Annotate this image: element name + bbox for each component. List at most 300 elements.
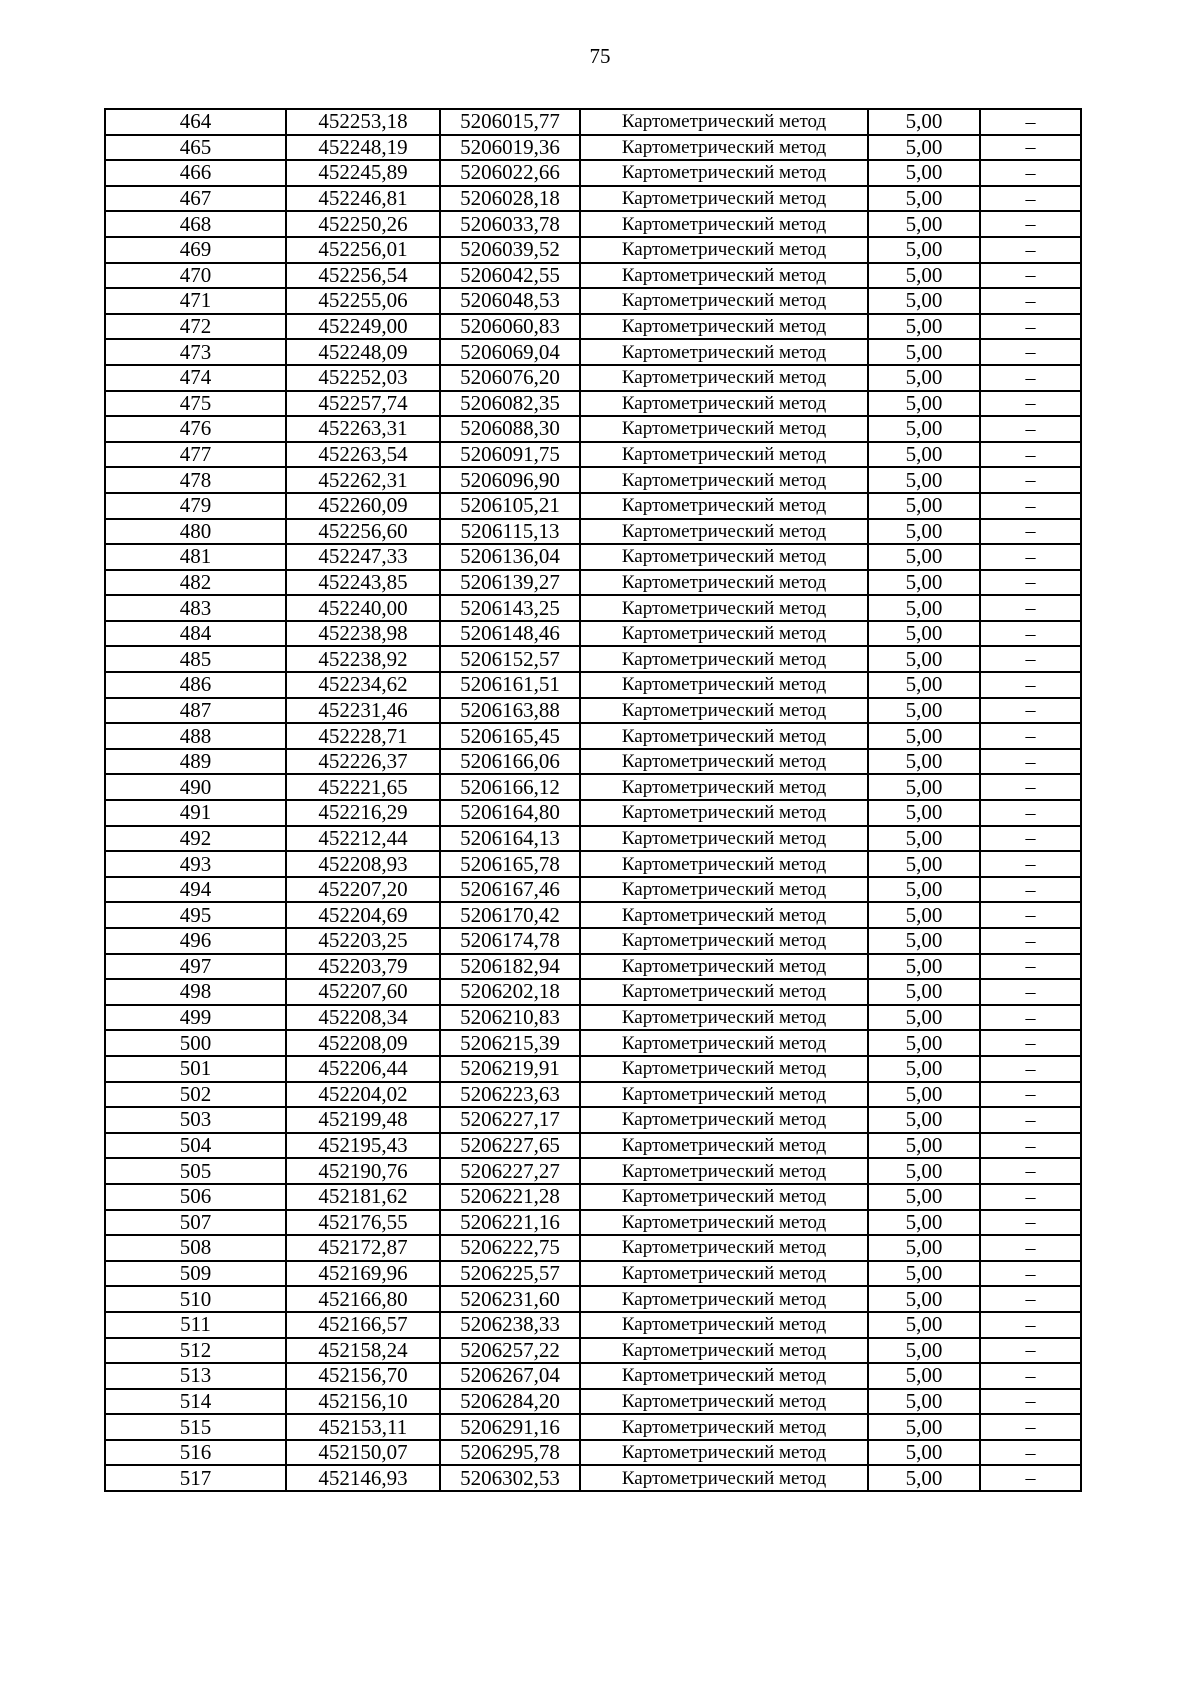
coordinates-table-body	[105, 109, 1081, 1491]
description-cell: –	[980, 1158, 1081, 1184]
table-row	[105, 800, 1081, 826]
point-number-cell: 485	[105, 646, 286, 672]
point-number-cell: 495	[105, 902, 286, 928]
accuracy-cell: 5,00	[868, 1363, 980, 1389]
x-coordinate-cell: 452228,71	[286, 723, 440, 749]
description-cell: –	[980, 774, 1081, 800]
description-cell: –	[980, 1338, 1081, 1364]
description-cell: –	[980, 1030, 1081, 1056]
y-coordinate-cell: 5206148,46	[440, 621, 580, 647]
accuracy-cell: 5,00	[868, 211, 980, 237]
accuracy-cell: 5,00	[868, 467, 980, 493]
y-coordinate-cell: 5206060,83	[440, 314, 580, 340]
point-number-cell: 504	[105, 1133, 286, 1159]
method-cell: Картометрический метод	[580, 1082, 868, 1108]
y-coordinate-cell: 5206076,20	[440, 365, 580, 391]
point-number-cell: 493	[105, 851, 286, 877]
x-coordinate-cell: 452260,09	[286, 493, 440, 519]
y-coordinate-cell: 5206022,66	[440, 160, 580, 186]
y-coordinate-cell: 5206238,33	[440, 1312, 580, 1338]
description-cell: –	[980, 1056, 1081, 1082]
y-coordinate-cell: 5206143,25	[440, 595, 580, 621]
table-row	[105, 391, 1081, 417]
description-cell: –	[980, 570, 1081, 596]
point-number-cell: 497	[105, 954, 286, 980]
table-row	[105, 774, 1081, 800]
y-coordinate-cell: 5206174,78	[440, 928, 580, 954]
method-cell: Картометрический метод	[580, 1133, 868, 1159]
point-number-cell: 513	[105, 1363, 286, 1389]
point-number-cell: 464	[105, 109, 286, 135]
y-coordinate-cell: 5206170,42	[440, 902, 580, 928]
description-cell: –	[980, 1235, 1081, 1261]
point-number-cell: 470	[105, 263, 286, 289]
x-coordinate-cell: 452199,48	[286, 1107, 440, 1133]
x-coordinate-cell: 452226,37	[286, 749, 440, 775]
method-cell: Картометрический метод	[580, 800, 868, 826]
page-number: 75	[589, 44, 611, 68]
accuracy-cell: 5,00	[868, 595, 980, 621]
point-number-cell: 515	[105, 1414, 286, 1440]
x-coordinate-cell: 452245,89	[286, 160, 440, 186]
description-cell: –	[980, 877, 1081, 903]
method-cell: Картометрический метод	[580, 851, 868, 877]
x-coordinate-cell: 452252,03	[286, 365, 440, 391]
method-cell: Картометрический метод	[580, 1056, 868, 1082]
method-cell: Картометрический метод	[580, 1286, 868, 1312]
accuracy-cell: 5,00	[868, 186, 980, 212]
y-coordinate-cell: 5206163,88	[440, 698, 580, 724]
y-coordinate-cell: 5206019,36	[440, 135, 580, 161]
method-cell: Картометрический метод	[580, 314, 868, 340]
point-number-cell: 484	[105, 621, 286, 647]
method-cell: Картометрический метод	[580, 237, 868, 263]
x-coordinate-cell: 452248,09	[286, 339, 440, 365]
x-coordinate-cell: 452231,46	[286, 698, 440, 724]
method-cell: Картометрический метод	[580, 928, 868, 954]
x-coordinate-cell: 452257,74	[286, 391, 440, 417]
x-coordinate-cell: 452221,65	[286, 774, 440, 800]
accuracy-cell: 5,00	[868, 954, 980, 980]
method-cell: Картометрический метод	[580, 365, 868, 391]
table-row	[105, 1184, 1081, 1210]
coordinates-table	[104, 108, 1082, 1492]
y-coordinate-cell: 5206225,57	[440, 1261, 580, 1287]
point-number-cell: 481	[105, 544, 286, 570]
point-number-cell: 472	[105, 314, 286, 340]
y-coordinate-cell: 5206257,22	[440, 1338, 580, 1364]
x-coordinate-cell: 452150,07	[286, 1440, 440, 1466]
x-coordinate-cell: 452234,62	[286, 672, 440, 698]
x-coordinate-cell: 452256,54	[286, 263, 440, 289]
point-number-cell: 512	[105, 1338, 286, 1364]
accuracy-cell: 5,00	[868, 544, 980, 570]
table-row	[105, 442, 1081, 468]
method-cell: Картометрический метод	[580, 1261, 868, 1287]
point-number-cell: 500	[105, 1030, 286, 1056]
method-cell: Картометрический метод	[580, 723, 868, 749]
x-coordinate-cell: 452156,70	[286, 1363, 440, 1389]
accuracy-cell: 5,00	[868, 1414, 980, 1440]
y-coordinate-cell: 5206166,06	[440, 749, 580, 775]
y-coordinate-cell: 5206048,53	[440, 288, 580, 314]
accuracy-cell: 5,00	[868, 570, 980, 596]
point-number-cell: 506	[105, 1184, 286, 1210]
method-cell: Картометрический метод	[580, 135, 868, 161]
accuracy-cell: 5,00	[868, 263, 980, 289]
x-coordinate-cell: 452256,60	[286, 519, 440, 545]
x-coordinate-cell: 452169,96	[286, 1261, 440, 1287]
point-number-cell: 505	[105, 1158, 286, 1184]
y-coordinate-cell: 5206227,17	[440, 1107, 580, 1133]
point-number-cell: 469	[105, 237, 286, 263]
description-cell: –	[980, 109, 1081, 135]
method-cell: Картометрический метод	[580, 1440, 868, 1466]
x-coordinate-cell: 452238,92	[286, 646, 440, 672]
y-coordinate-cell: 5206215,39	[440, 1030, 580, 1056]
x-coordinate-cell: 452166,80	[286, 1286, 440, 1312]
method-cell: Картометрический метод	[580, 186, 868, 212]
description-cell: –	[980, 1363, 1081, 1389]
y-coordinate-cell: 5206139,27	[440, 570, 580, 596]
description-cell: –	[980, 646, 1081, 672]
point-number-cell: 488	[105, 723, 286, 749]
point-number-cell: 468	[105, 211, 286, 237]
point-number-cell: 486	[105, 672, 286, 698]
x-coordinate-cell: 452203,79	[286, 954, 440, 980]
method-cell: Картометрический метод	[580, 826, 868, 852]
point-number-cell: 473	[105, 339, 286, 365]
point-number-cell: 487	[105, 698, 286, 724]
point-number-cell: 480	[105, 519, 286, 545]
description-cell: –	[980, 851, 1081, 877]
point-number-cell: 492	[105, 826, 286, 852]
x-coordinate-cell: 452248,19	[286, 135, 440, 161]
y-coordinate-cell: 5206165,78	[440, 851, 580, 877]
x-coordinate-cell: 452195,43	[286, 1133, 440, 1159]
y-coordinate-cell: 5206082,35	[440, 391, 580, 417]
description-cell: –	[980, 1389, 1081, 1415]
point-number-cell: 510	[105, 1286, 286, 1312]
point-number-cell: 499	[105, 1005, 286, 1031]
description-cell: –	[980, 1005, 1081, 1031]
point-number-cell: 467	[105, 186, 286, 212]
description-cell: –	[980, 800, 1081, 826]
point-number-cell: 475	[105, 391, 286, 417]
table-row	[105, 365, 1081, 391]
x-coordinate-cell: 452172,87	[286, 1235, 440, 1261]
x-coordinate-cell: 452190,76	[286, 1158, 440, 1184]
point-number-cell: 502	[105, 1082, 286, 1108]
method-cell: Картометрический метод	[580, 570, 868, 596]
x-coordinate-cell: 452146,93	[286, 1465, 440, 1491]
method-cell: Картометрический метод	[580, 1465, 868, 1491]
method-cell: Картометрический метод	[580, 749, 868, 775]
accuracy-cell: 5,00	[868, 493, 980, 519]
x-coordinate-cell: 452238,98	[286, 621, 440, 647]
table-row	[105, 211, 1081, 237]
description-cell: –	[980, 928, 1081, 954]
description-cell: –	[980, 519, 1081, 545]
y-coordinate-cell: 5206210,83	[440, 1005, 580, 1031]
method-cell: Картометрический метод	[580, 1312, 868, 1338]
x-coordinate-cell: 452263,54	[286, 442, 440, 468]
accuracy-cell: 5,00	[868, 723, 980, 749]
x-coordinate-cell: 452263,31	[286, 416, 440, 442]
x-coordinate-cell: 452204,69	[286, 902, 440, 928]
accuracy-cell: 5,00	[868, 902, 980, 928]
table-row	[105, 1338, 1081, 1364]
accuracy-cell: 5,00	[868, 1210, 980, 1236]
method-cell: Картометрический метод	[580, 391, 868, 417]
accuracy-cell: 5,00	[868, 621, 980, 647]
y-coordinate-cell: 5206302,53	[440, 1465, 580, 1491]
table-row	[105, 1465, 1081, 1491]
method-cell: Картометрический метод	[580, 493, 868, 519]
table-row	[105, 723, 1081, 749]
accuracy-cell: 5,00	[868, 1465, 980, 1491]
description-cell: –	[980, 1465, 1081, 1491]
description-cell: –	[980, 1082, 1081, 1108]
accuracy-cell: 5,00	[868, 1158, 980, 1184]
table-row	[105, 1389, 1081, 1415]
y-coordinate-cell: 5206202,18	[440, 979, 580, 1005]
point-number-cell: 477	[105, 442, 286, 468]
y-coordinate-cell: 5206096,90	[440, 467, 580, 493]
point-number-cell: 466	[105, 160, 286, 186]
description-cell: –	[980, 237, 1081, 263]
description-cell: –	[980, 749, 1081, 775]
accuracy-cell: 5,00	[868, 416, 980, 442]
accuracy-cell: 5,00	[868, 928, 980, 954]
y-coordinate-cell: 5206166,12	[440, 774, 580, 800]
point-number-cell: 491	[105, 800, 286, 826]
method-cell: Картометрический метод	[580, 109, 868, 135]
method-cell: Картометрический метод	[580, 698, 868, 724]
y-coordinate-cell: 5206115,13	[440, 519, 580, 545]
table-row	[105, 646, 1081, 672]
table-row	[105, 288, 1081, 314]
description-cell: –	[980, 698, 1081, 724]
method-cell: Картометрический метод	[580, 774, 868, 800]
accuracy-cell: 5,00	[868, 826, 980, 852]
x-coordinate-cell: 452206,44	[286, 1056, 440, 1082]
y-coordinate-cell: 5206069,04	[440, 339, 580, 365]
accuracy-cell: 5,00	[868, 109, 980, 135]
point-number-cell: 501	[105, 1056, 286, 1082]
accuracy-cell: 5,00	[868, 314, 980, 340]
point-number-cell: 508	[105, 1235, 286, 1261]
description-cell: –	[980, 1414, 1081, 1440]
point-number-cell: 478	[105, 467, 286, 493]
table-row	[105, 877, 1081, 903]
table-row	[105, 263, 1081, 289]
method-cell: Картометрический метод	[580, 646, 868, 672]
accuracy-cell: 5,00	[868, 1440, 980, 1466]
point-number-cell: 483	[105, 595, 286, 621]
table-row	[105, 1440, 1081, 1466]
x-coordinate-cell: 452208,93	[286, 851, 440, 877]
description-cell: –	[980, 493, 1081, 519]
x-coordinate-cell: 452253,18	[286, 109, 440, 135]
y-coordinate-cell: 5206227,65	[440, 1133, 580, 1159]
point-number-cell: 514	[105, 1389, 286, 1415]
point-number-cell: 465	[105, 135, 286, 161]
accuracy-cell: 5,00	[868, 288, 980, 314]
point-number-cell: 498	[105, 979, 286, 1005]
y-coordinate-cell: 5206167,46	[440, 877, 580, 903]
table-row	[105, 493, 1081, 519]
point-number-cell: 507	[105, 1210, 286, 1236]
accuracy-cell: 5,00	[868, 672, 980, 698]
table-row	[105, 1210, 1081, 1236]
description-cell: –	[980, 826, 1081, 852]
method-cell: Картометрический метод	[580, 1338, 868, 1364]
y-coordinate-cell: 5206028,18	[440, 186, 580, 212]
table-row	[105, 135, 1081, 161]
y-coordinate-cell: 5206227,27	[440, 1158, 580, 1184]
description-cell: –	[980, 902, 1081, 928]
method-cell: Картометрический метод	[580, 1235, 868, 1261]
description-cell: –	[980, 621, 1081, 647]
table-row	[105, 109, 1081, 135]
x-coordinate-cell: 452240,00	[286, 595, 440, 621]
table-row	[105, 851, 1081, 877]
description-cell: –	[980, 314, 1081, 340]
accuracy-cell: 5,00	[868, 442, 980, 468]
accuracy-cell: 5,00	[868, 877, 980, 903]
table-row	[105, 749, 1081, 775]
table-row	[105, 954, 1081, 980]
accuracy-cell: 5,00	[868, 160, 980, 186]
accuracy-cell: 5,00	[868, 1389, 980, 1415]
method-cell: Картометрический метод	[580, 160, 868, 186]
x-coordinate-cell: 452208,34	[286, 1005, 440, 1031]
accuracy-cell: 5,00	[868, 1056, 980, 1082]
y-coordinate-cell: 5206152,57	[440, 646, 580, 672]
table-row	[105, 416, 1081, 442]
method-cell: Картометрический метод	[580, 1158, 868, 1184]
point-number-cell: 489	[105, 749, 286, 775]
table-row	[105, 595, 1081, 621]
table-row	[105, 1235, 1081, 1261]
method-cell: Картометрический метод	[580, 954, 868, 980]
point-number-cell: 517	[105, 1465, 286, 1491]
method-cell: Картометрический метод	[580, 263, 868, 289]
description-cell: –	[980, 211, 1081, 237]
accuracy-cell: 5,00	[868, 365, 980, 391]
method-cell: Картометрический метод	[580, 1184, 868, 1210]
accuracy-cell: 5,00	[868, 1338, 980, 1364]
point-number-cell: 516	[105, 1440, 286, 1466]
accuracy-cell: 5,00	[868, 800, 980, 826]
x-coordinate-cell: 452216,29	[286, 800, 440, 826]
description-cell: –	[980, 1440, 1081, 1466]
table-row	[105, 902, 1081, 928]
accuracy-cell: 5,00	[868, 851, 980, 877]
x-coordinate-cell: 452176,55	[286, 1210, 440, 1236]
description-cell: –	[980, 160, 1081, 186]
x-coordinate-cell: 452243,85	[286, 570, 440, 596]
table-row	[105, 826, 1081, 852]
method-cell: Картометрический метод	[580, 1030, 868, 1056]
description-cell: –	[980, 442, 1081, 468]
description-cell: –	[980, 391, 1081, 417]
method-cell: Картометрический метод	[580, 1414, 868, 1440]
x-coordinate-cell: 452181,62	[286, 1184, 440, 1210]
point-number-cell: 479	[105, 493, 286, 519]
table-row	[105, 1312, 1081, 1338]
y-coordinate-cell: 5206222,75	[440, 1235, 580, 1261]
table-row	[105, 160, 1081, 186]
description-cell: –	[980, 186, 1081, 212]
x-coordinate-cell: 452203,25	[286, 928, 440, 954]
method-cell: Картометрический метод	[580, 442, 868, 468]
table-row	[105, 979, 1081, 1005]
accuracy-cell: 5,00	[868, 1235, 980, 1261]
y-coordinate-cell: 5206231,60	[440, 1286, 580, 1312]
y-coordinate-cell: 5206015,77	[440, 109, 580, 135]
description-cell: –	[980, 288, 1081, 314]
method-cell: Картометрический метод	[580, 1363, 868, 1389]
y-coordinate-cell: 5206164,80	[440, 800, 580, 826]
point-number-cell: 490	[105, 774, 286, 800]
method-cell: Картометрический метод	[580, 595, 868, 621]
accuracy-cell: 5,00	[868, 1133, 980, 1159]
description-cell: –	[980, 1210, 1081, 1236]
method-cell: Картометрический метод	[580, 1107, 868, 1133]
y-coordinate-cell: 5206284,20	[440, 1389, 580, 1415]
table-row	[105, 519, 1081, 545]
x-coordinate-cell: 452204,02	[286, 1082, 440, 1108]
method-cell: Картометрический метод	[580, 544, 868, 570]
point-number-cell: 509	[105, 1261, 286, 1287]
point-number-cell: 503	[105, 1107, 286, 1133]
accuracy-cell: 5,00	[868, 698, 980, 724]
description-cell: –	[980, 1133, 1081, 1159]
description-cell: –	[980, 467, 1081, 493]
point-number-cell: 494	[105, 877, 286, 903]
accuracy-cell: 5,00	[868, 391, 980, 417]
accuracy-cell: 5,00	[868, 1312, 980, 1338]
table-row	[105, 621, 1081, 647]
description-cell: –	[980, 544, 1081, 570]
accuracy-cell: 5,00	[868, 1082, 980, 1108]
y-coordinate-cell: 5206033,78	[440, 211, 580, 237]
x-coordinate-cell: 452156,10	[286, 1389, 440, 1415]
accuracy-cell: 5,00	[868, 1286, 980, 1312]
method-cell: Картометрический метод	[580, 1210, 868, 1236]
method-cell: Картометрический метод	[580, 416, 868, 442]
y-coordinate-cell: 5206165,45	[440, 723, 580, 749]
y-coordinate-cell: 5206091,75	[440, 442, 580, 468]
method-cell: Картометрический метод	[580, 1389, 868, 1415]
table-row	[105, 467, 1081, 493]
point-number-cell: 474	[105, 365, 286, 391]
method-cell: Картометрический метод	[580, 979, 868, 1005]
accuracy-cell: 5,00	[868, 237, 980, 263]
x-coordinate-cell: 452212,44	[286, 826, 440, 852]
description-cell: –	[980, 979, 1081, 1005]
description-cell: –	[980, 135, 1081, 161]
description-cell: –	[980, 263, 1081, 289]
table-row	[105, 186, 1081, 212]
description-cell: –	[980, 672, 1081, 698]
accuracy-cell: 5,00	[868, 519, 980, 545]
x-coordinate-cell: 452250,26	[286, 211, 440, 237]
table-row	[105, 237, 1081, 263]
description-cell: –	[980, 416, 1081, 442]
